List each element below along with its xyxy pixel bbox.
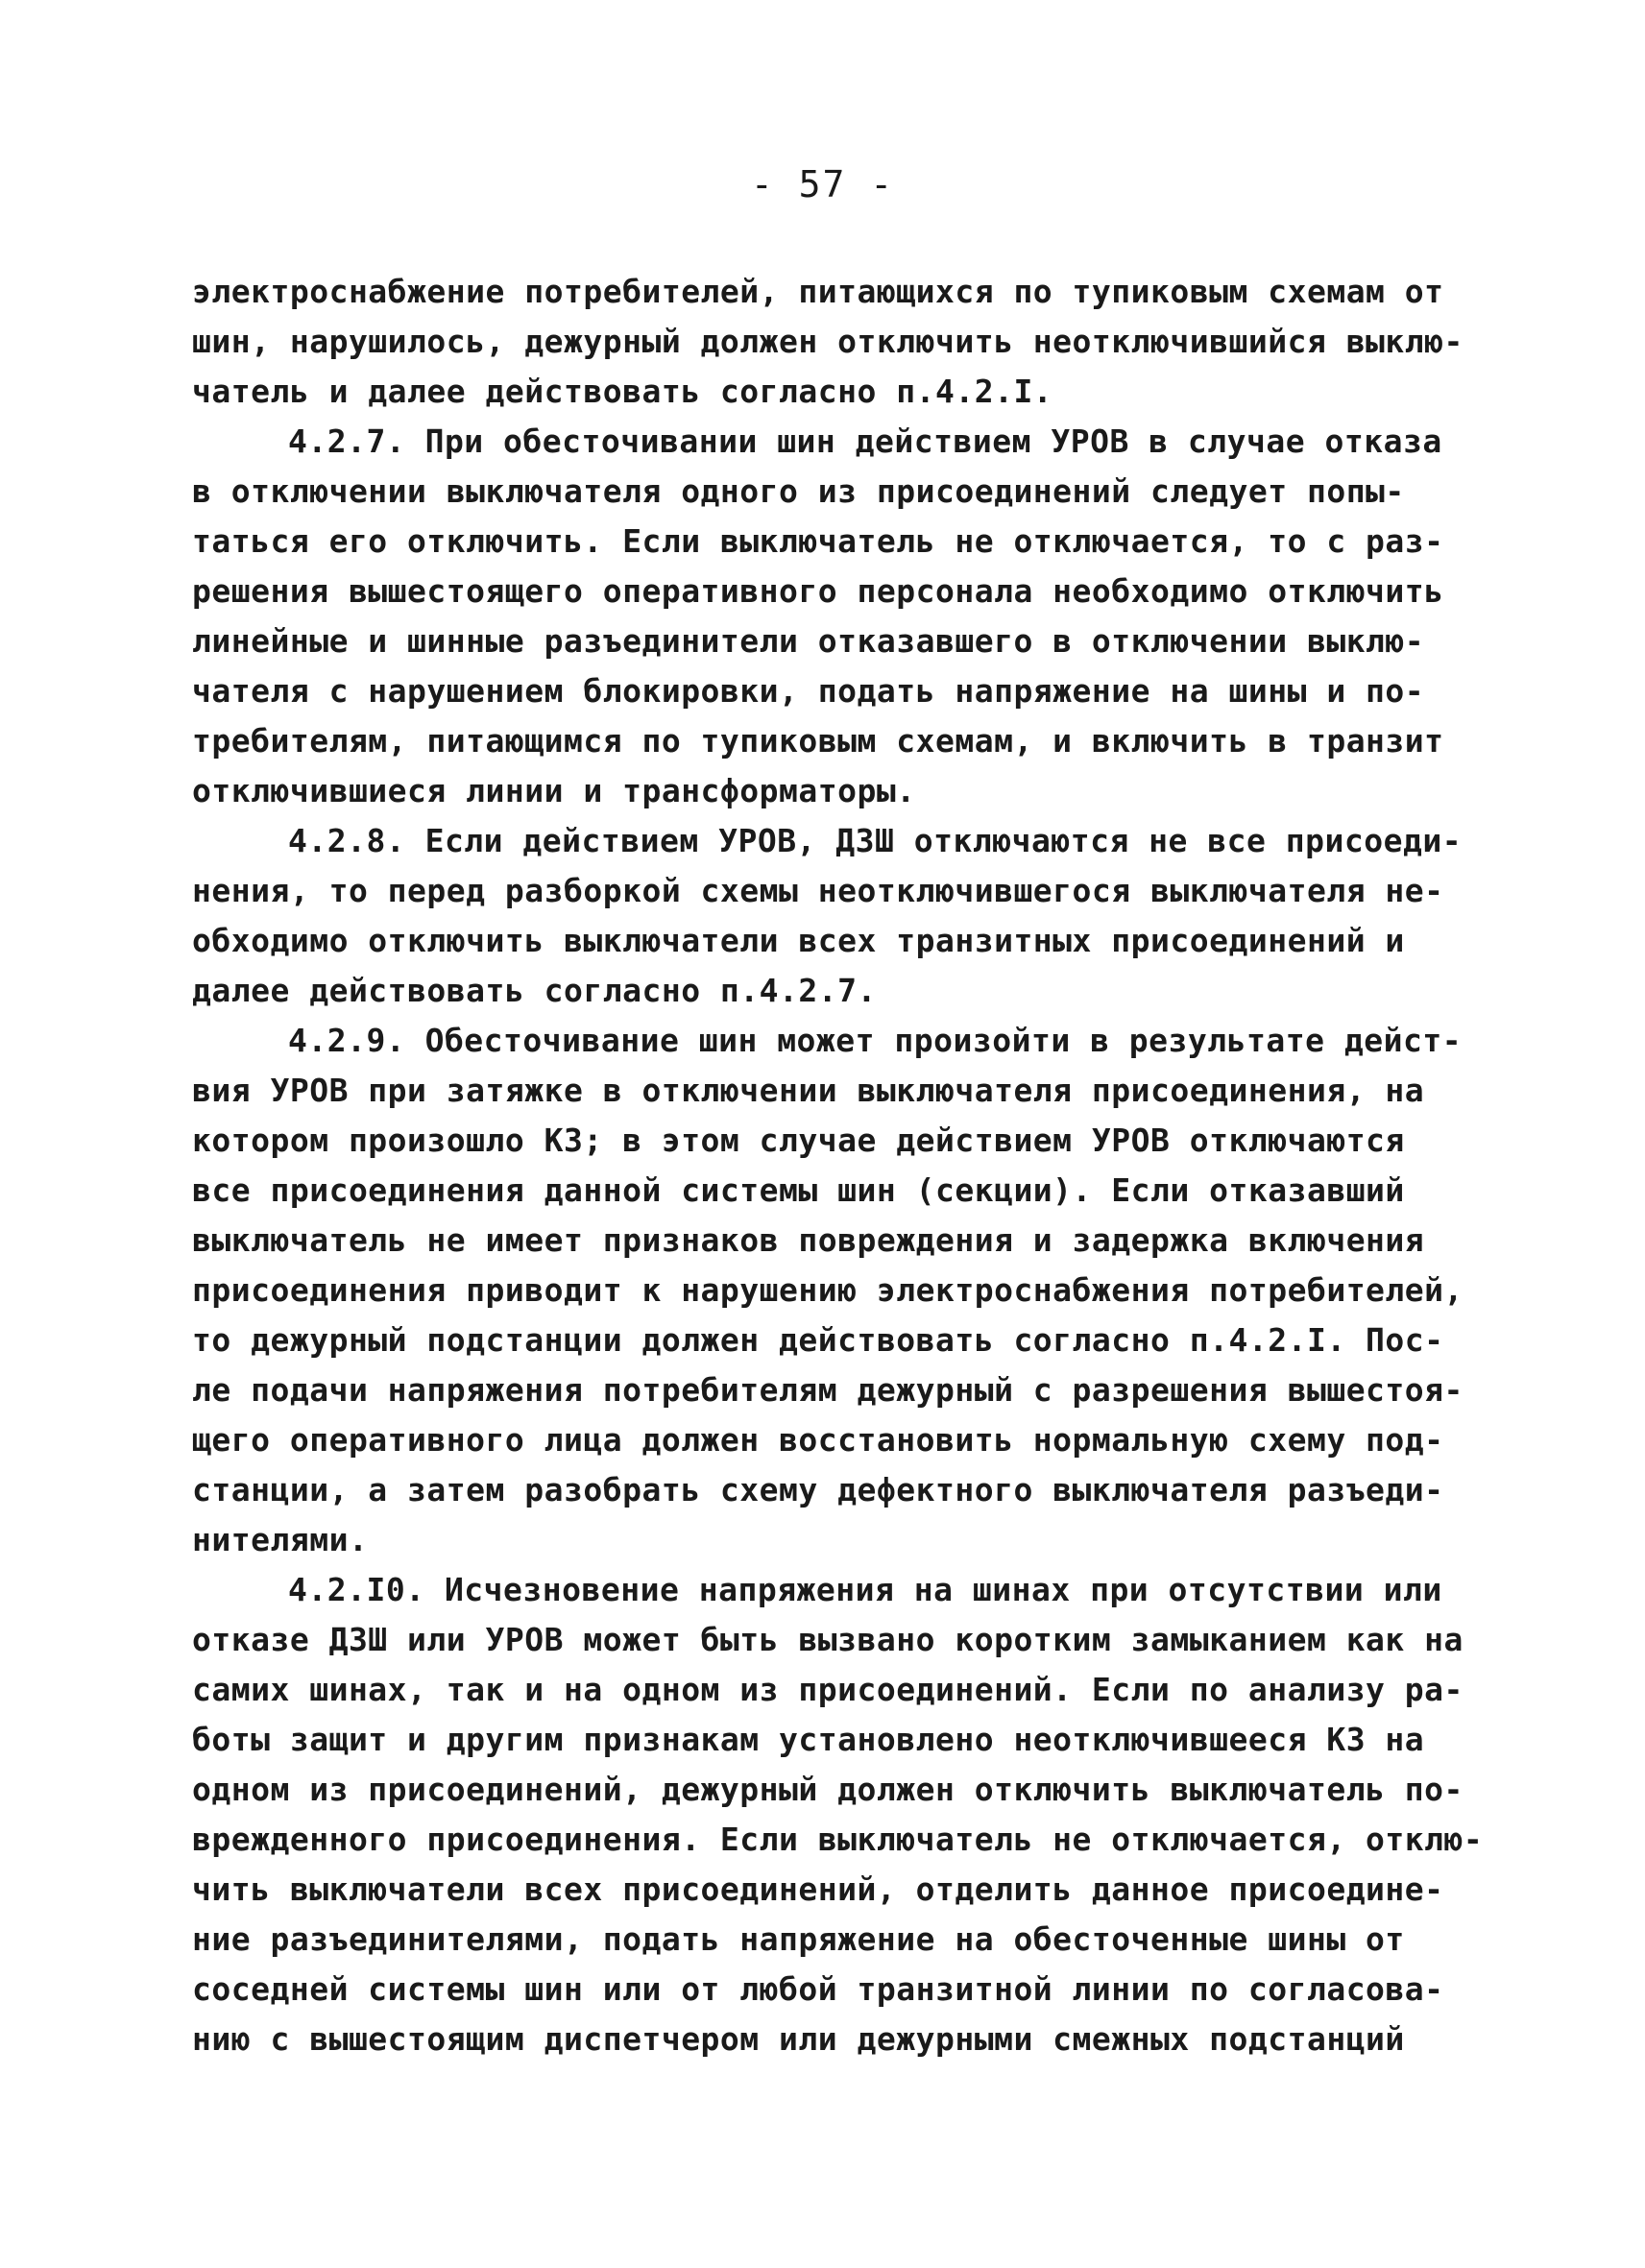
text-line: чатель и далее действовать согласно п.4.2.I.	[192, 373, 1053, 410]
text-line: нения, то перед разборкой схемы неотключившегося выключателя не-	[192, 872, 1444, 909]
text-line: решения вышестоящего оперативного персонала необходимо отключить	[192, 572, 1444, 610]
text-line: присоединения приводит к нарушению электроснабжения потребителей,	[192, 1271, 1464, 1309]
text-line: одном из присоединений, дежурный должен отключить выключатель по-	[192, 1771, 1464, 1808]
body-text	[192, 267, 1498, 2064]
text-line: шин, нарушилось, дежурный должен отключить неотключившийся выклю-	[192, 323, 1464, 360]
text-line: обходимо отключить выключатели всех транзитных присоединений и	[192, 922, 1405, 959]
text-line: 4.2.7. При обесточивании шин действием УРОВ в случае отказа	[288, 422, 1442, 460]
text-line: врежденного присоединения. Если выключатель не отключается, отклю-	[192, 1821, 1484, 1858]
text-line: котором произошло КЗ; в этом случае действием УРОВ отключаются	[192, 1122, 1405, 1159]
text-line: все присоединения данной системы шин (секции). Если отказавший	[192, 1171, 1405, 1209]
text-line: соседней системы шин или от любой транзитной линии по согласова-	[192, 1970, 1444, 2008]
text-line: отказе ДЗШ или УРОВ может быть вызвано коротким замыканием как на	[192, 1621, 1464, 1658]
text-line: нителями.	[192, 1521, 369, 1558]
text-line: 4.2.8. Если действием УРОВ, ДЗШ отключаются не все присоеди-	[288, 822, 1463, 859]
text-line: чателя с нарушением блокировки, подать напряжение на шины и по-	[192, 672, 1425, 710]
text-line: ние разъединителями, подать напряжение на обесточенные шины от	[192, 1920, 1405, 1958]
text-line: выключатель не имеет признаков повреждения и задержка включения	[192, 1221, 1425, 1259]
text-line: 4.2.9. Обесточивание шин может произойти в результате дейст-	[288, 1022, 1463, 1059]
page-number: - 57 -	[750, 163, 895, 205]
text-line: линейные и шинные разъединители отказавшего в отключении выклю-	[192, 622, 1425, 660]
text-line: вия УРОВ при затяжке в отключении выключателя присоединения, на	[192, 1072, 1425, 1109]
text-line: таться его отключить. Если выключатель не отключается, то с раз-	[192, 522, 1444, 560]
text-line: отключившиеся линии и трансформаторы.	[192, 772, 916, 809]
text-line: щего оперативного лица должен восстановить нормальную схему под-	[192, 1421, 1444, 1459]
text-line: нию с вышестоящим диспетчером или дежурными смежных подстанций	[192, 2020, 1405, 2058]
text-line: то дежурный подстанции должен действовать согласно п.4.2.I. Пос-	[192, 1321, 1444, 1359]
text-line: самих шинах, так и на одном из присоединений. Если по анализу ра-	[192, 1671, 1464, 1708]
text-line: электроснабжение потребителей, питающихся по тупиковым схемам от	[192, 273, 1444, 310]
text-line: 4.2.I0. Исчезновение напряжения на шинах при отсутствии или	[288, 1571, 1442, 1608]
text-line: далее действовать согласно п.4.2.7.	[192, 972, 877, 1009]
text-line: станции, а затем разобрать схему дефектного выключателя разъеди-	[192, 1471, 1444, 1508]
text-line: чить выключатели всех присоединений, отделить данное присоедине-	[192, 1870, 1444, 1908]
text-line: ле подачи напряжения потребителям дежурный с разрешения вышестоя-	[192, 1371, 1464, 1409]
text-line: требителям, питающимся по тупиковым схемам, и включить в транзит	[192, 722, 1444, 760]
text-line: боты защит и другим признакам установлено неотключившееся КЗ на	[192, 1721, 1425, 1758]
text-line: в отключении выключателя одного из присоединений следует попы-	[192, 472, 1405, 510]
